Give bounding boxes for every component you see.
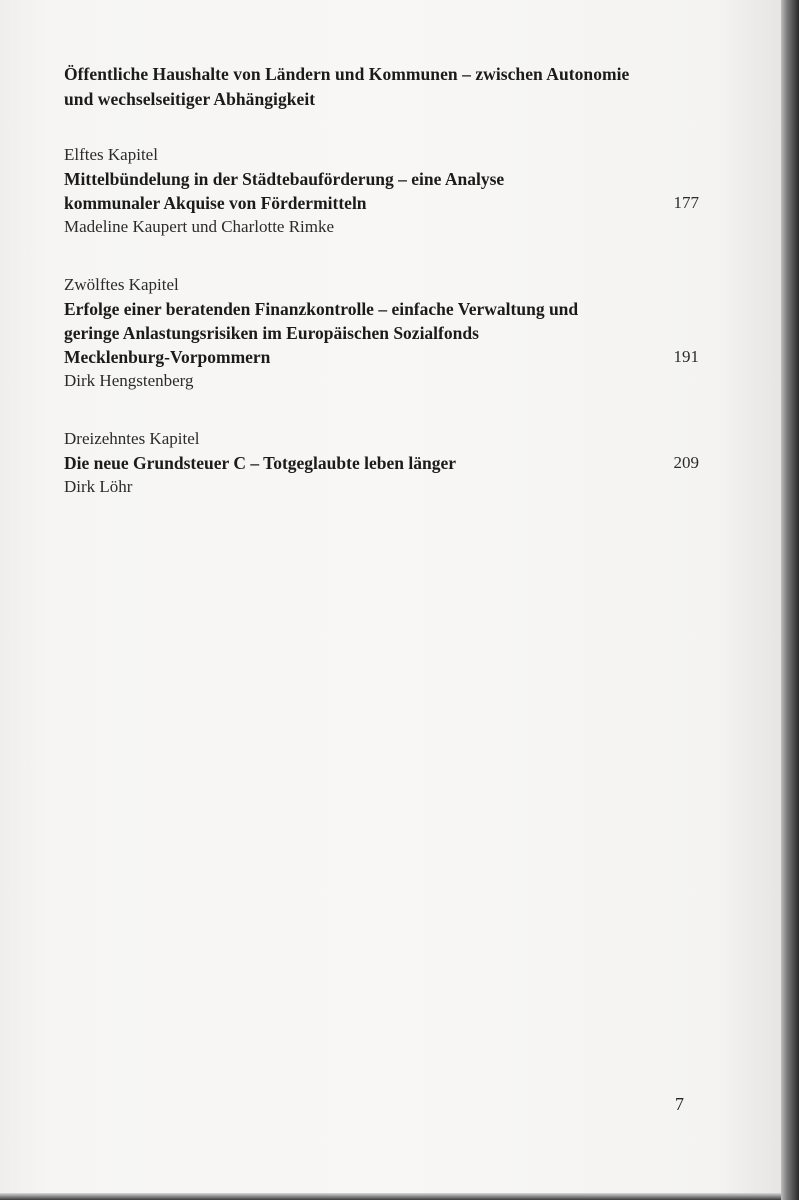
chapter-label: Dreizehntes Kapitel [64, 429, 200, 448]
scanner-bottom-edge [0, 1193, 781, 1200]
section-heading-line-2: und wechselseitiger Abhängigkeit [64, 89, 316, 109]
chapter-title-line: Mecklenburg-Vorpommern [64, 347, 271, 367]
chapter-author: Madeline Kaupert und Charlotte Rimke [64, 217, 335, 236]
section-heading [64, 62, 714, 112]
chapter-title [64, 297, 644, 369]
section-heading-line-1: Öffentliche Haushalte von Ländern und Kommunen – zwischen Autonomie [64, 64, 630, 84]
chapter-page-number: 191 [673, 347, 699, 366]
chapter-label: Elftes Kapitel [64, 145, 158, 164]
chapter-label: Zwölftes Kapitel [64, 275, 179, 294]
chapter-title [64, 451, 644, 475]
chapter-title-line: Erfolge einer beratenden Finanzkontrolle – einfache Verwaltung und [64, 299, 579, 319]
chapter-title-line: kommunaler Akquise von Fördermitteln [64, 193, 367, 213]
toc-entry-chapter-12 [64, 273, 699, 393]
chapter-page-number: 209 [673, 453, 699, 472]
chapter-title-row [64, 297, 699, 369]
chapter-author: Dirk Hengstenberg [64, 371, 194, 390]
chapter-title [64, 167, 644, 215]
toc-entry-chapter-11 [64, 143, 699, 239]
chapter-title-row [64, 451, 699, 475]
chapter-title-line: geringe Anlastungsrisiken im Europäischen Sozialfonds [64, 323, 479, 343]
chapter-page-number: 177 [673, 193, 699, 212]
page-number: 7 [675, 1094, 684, 1114]
chapter-title-line: Die neue Grundsteuer C – Totgeglaubte leben länger [64, 453, 456, 473]
toc-entry-chapter-13 [64, 427, 699, 499]
scanner-edge-shadow [781, 0, 799, 1200]
chapter-title-line: Mittelbündelung in der Städtebauförderung – eine Analyse [64, 169, 505, 189]
chapter-title-row [64, 167, 699, 215]
chapter-author: Dirk Löhr [64, 477, 133, 496]
